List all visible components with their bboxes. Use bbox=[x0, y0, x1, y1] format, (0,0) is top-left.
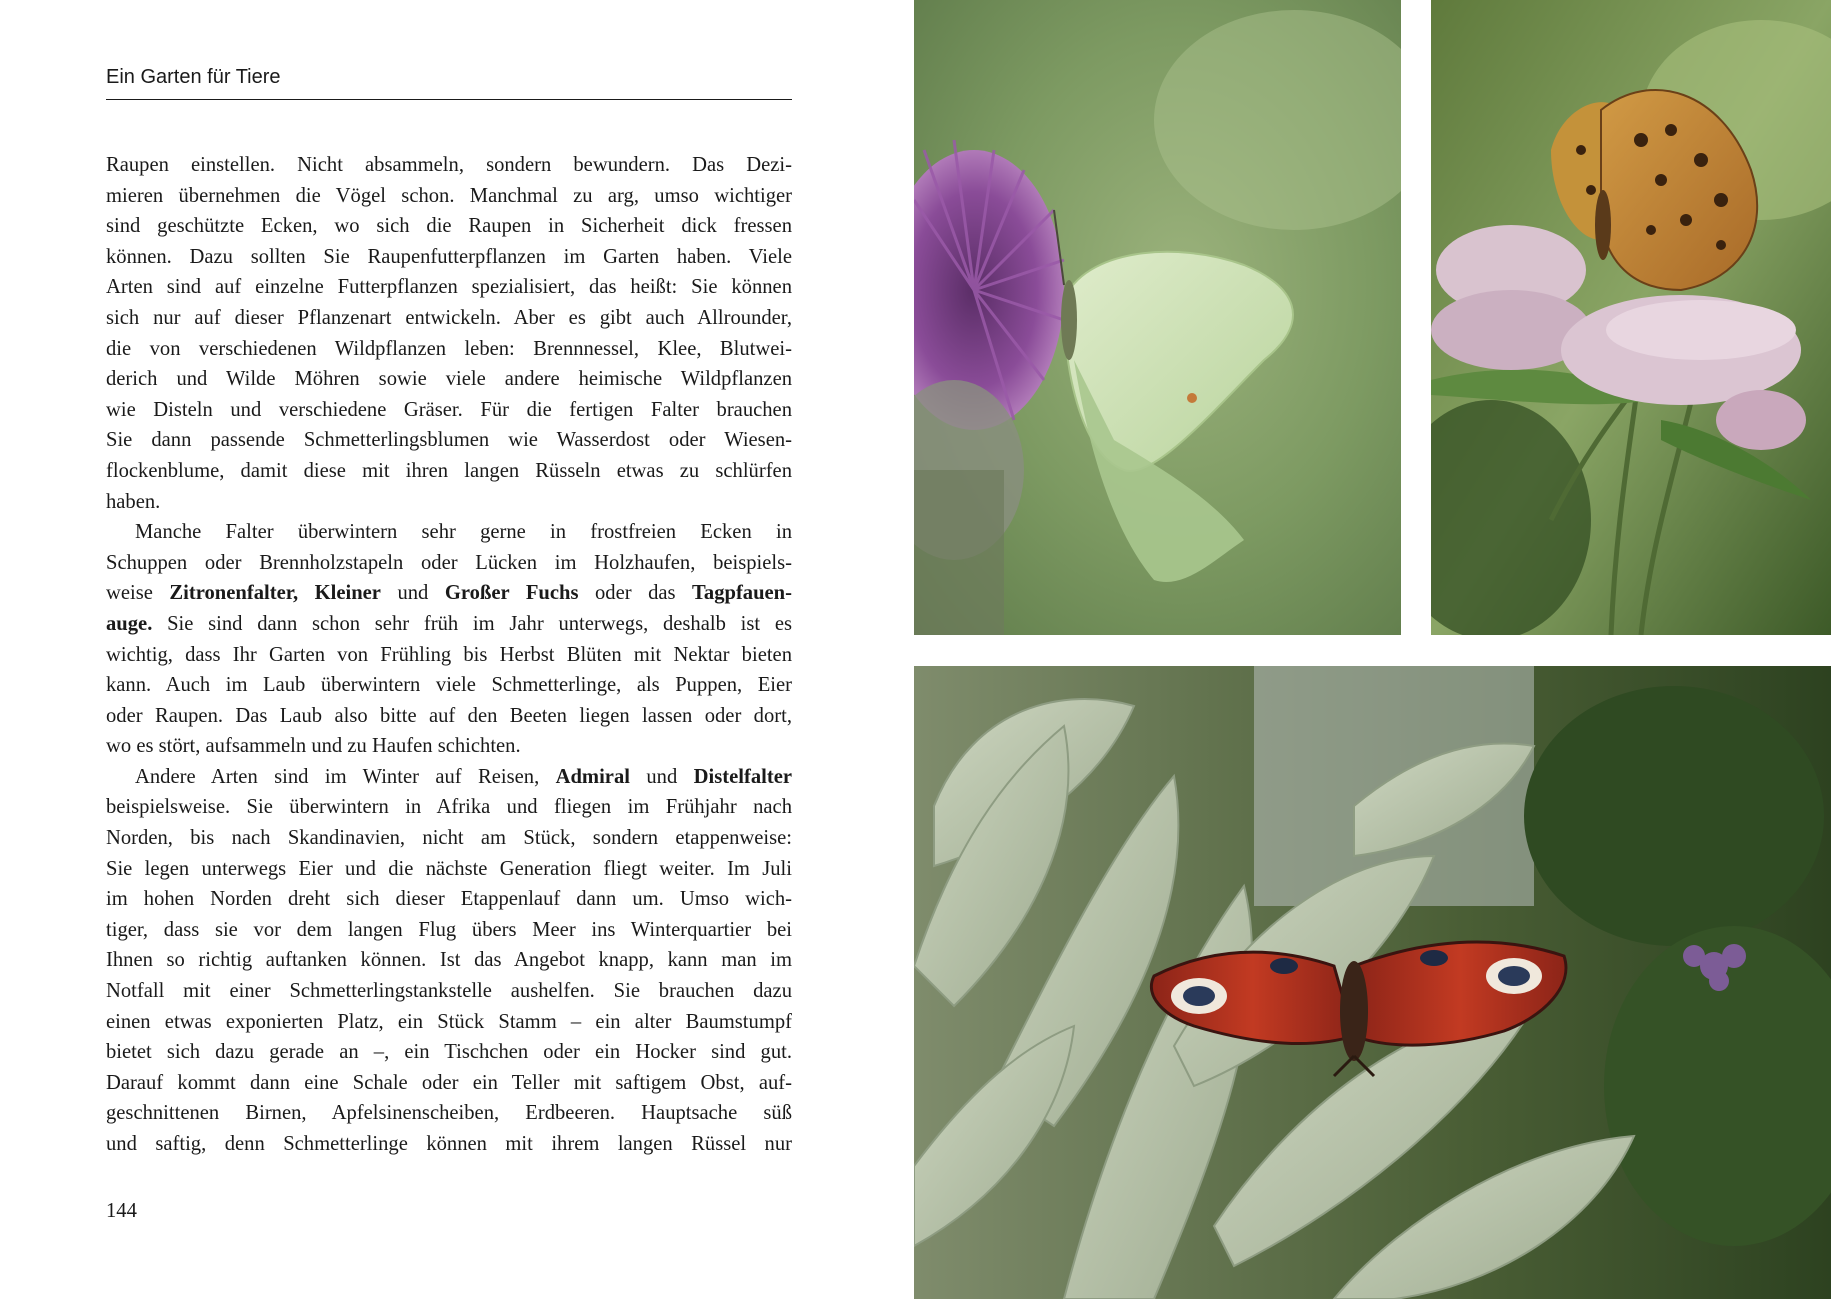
text-line bbox=[106, 1007, 792, 1038]
text-run: tiger, dass sie vor dem langen Flug übers Meer ins Winterquartier bei bbox=[106, 918, 792, 941]
peacock-butterfly-image bbox=[914, 666, 1831, 1299]
text-line bbox=[106, 181, 792, 212]
text-run: die von verschiedenen Wildpflanzen leben: Brennnessel, Klee, Blutwei- bbox=[106, 337, 792, 360]
text-line bbox=[106, 670, 792, 701]
text-line bbox=[106, 150, 792, 181]
text-run: Andere Arten sind im Winter auf Reisen, bbox=[135, 765, 556, 788]
text-run: wo es stört, aufsammeln und zu Haufen schichten. bbox=[106, 735, 521, 758]
text-line bbox=[106, 272, 792, 303]
text-line bbox=[106, 609, 792, 640]
text-run: beispielsweise. Sie überwintern in Afrika und fliegen im Frühjahr nach bbox=[106, 796, 792, 819]
text-line bbox=[106, 578, 792, 609]
paragraph bbox=[106, 517, 792, 762]
text-run: Raupen einstellen. Nicht absammeln, sondern bewundern. Das Dezi- bbox=[106, 154, 792, 176]
body-text bbox=[106, 150, 792, 1160]
bold-term: Distelfalter bbox=[693, 765, 792, 788]
text-line bbox=[106, 211, 792, 242]
text-line bbox=[106, 976, 792, 1007]
text-line bbox=[106, 701, 792, 732]
text-line bbox=[106, 517, 792, 548]
text-run: mieren übernehmen die Vögel schon. Manchmal zu arg, umso wichtiger bbox=[106, 184, 792, 207]
brimstone-butterfly-image bbox=[914, 0, 1401, 635]
text-run: Sie sind dann schon sehr früh im Jahr unterwegs, deshalb ist es bbox=[152, 612, 792, 635]
text-run: Ihnen so richtig auftanken können. Ist das Angebot knapp, kann man im bbox=[106, 949, 792, 972]
text-run: geschnittenen Birnen, Apfelsinenscheiben, Erdbeeren. Hauptsache süß bbox=[106, 1102, 792, 1125]
text-run: Notfall mit einer Schmetterlingstankstelle aushelfen. Sie brauchen dazu bbox=[106, 980, 792, 1003]
bold-term: Admiral bbox=[555, 765, 630, 788]
text-run: und bbox=[629, 765, 694, 788]
text-line bbox=[106, 854, 792, 885]
text-line bbox=[106, 487, 792, 518]
text-line bbox=[106, 1068, 792, 1099]
photo-brimstone-butterfly bbox=[914, 0, 1401, 635]
text-run: Sie dann passende Schmetterlingsblumen wie Wasserdost oder Wiesen- bbox=[106, 429, 792, 452]
bold-term: Zitronenfalter, Kleiner bbox=[169, 582, 381, 605]
text-line bbox=[106, 792, 792, 823]
text-line bbox=[106, 884, 792, 915]
text-line bbox=[106, 640, 792, 671]
text-line bbox=[106, 1098, 792, 1129]
page-number: 144 bbox=[106, 1200, 137, 1222]
bold-term: auge. bbox=[106, 612, 153, 635]
text-run: können. Dazu sollten Sie Raupenfutterpflanzen im Garten haben. Viele bbox=[106, 245, 792, 268]
fritillary-butterfly-image bbox=[1431, 0, 1831, 635]
text-run: derich und Wilde Möhren sowie viele andere heimische Wildpflanzen bbox=[106, 368, 792, 391]
text-line bbox=[106, 242, 792, 273]
bold-term: Tagpfauen- bbox=[692, 582, 792, 605]
text-line bbox=[106, 548, 792, 579]
text-run: Darauf kommt dann eine Schale oder ein Teller mit saftigem Obst, auf- bbox=[106, 1071, 792, 1094]
text-run: sind geschützte Ecken, wo sich die Raupen in Sicherheit dick fressen bbox=[106, 215, 792, 238]
text-run: Schuppen oder Brennholzstapeln oder Lücken im Holzhaufen, beispiels- bbox=[106, 551, 792, 574]
text-line bbox=[106, 364, 792, 395]
text-run: oder Raupen. Das Laub also bitte auf den Beeten liegen lassen oder dort, bbox=[106, 704, 792, 727]
text-line bbox=[106, 425, 792, 456]
text-run: haben. bbox=[106, 490, 161, 513]
text-line bbox=[106, 915, 792, 946]
text-run: bietet sich dazu gerade an –, ein Tischchen oder ein Hocker sind gut. bbox=[106, 1041, 792, 1064]
text-run: Arten sind auf einzelne Futterpflanzen spezialisiert, das heißt: Sie können bbox=[106, 276, 792, 299]
text-run: oder das bbox=[578, 582, 693, 605]
text-line bbox=[106, 456, 792, 487]
text-line bbox=[106, 395, 792, 426]
paragraph bbox=[106, 762, 792, 1160]
text-run: und saftig, denn Schmetterlinge können mit ihrem langen Rüssel nur bbox=[106, 1133, 792, 1155]
photo-fritillary-butterfly bbox=[1431, 0, 1831, 635]
text-line bbox=[106, 334, 792, 365]
text-run: flockenblume, damit diese mit ihren langen Rüsseln etwas zu schlürfen bbox=[106, 459, 792, 482]
paragraph bbox=[106, 150, 792, 517]
text-run: Norden, bis nach Skandinavien, nicht am Stück, sondern etappenweise: bbox=[106, 827, 792, 850]
text-run: weise bbox=[106, 582, 170, 605]
header-rule bbox=[106, 99, 792, 100]
text-run: Manche Falter überwintern sehr gerne in frostfreien Ecken in bbox=[135, 521, 792, 544]
text-line bbox=[106, 731, 792, 762]
text-run: kann. Auch im Laub überwintern viele Schmetterlinge, als Puppen, Eier bbox=[106, 674, 792, 697]
text-run: und bbox=[380, 582, 445, 605]
text-run: im hohen Norden dreht sich dieser Etappenlauf dann um. Umso wich- bbox=[106, 888, 792, 911]
text-line bbox=[106, 1129, 792, 1160]
text-run: wie Disteln und verschiedene Gräser. Für die fertigen Falter brauchen bbox=[106, 398, 792, 421]
text-run: sich nur auf dieser Pflanzenart entwickeln. Aber es gibt auch Allrounder, bbox=[106, 306, 792, 329]
text-run: einen etwas exponierten Platz, ein Stück Stamm – ein alter Baumstumpf bbox=[106, 1010, 792, 1033]
text-line bbox=[106, 823, 792, 854]
photo-peacock-butterfly bbox=[914, 666, 1831, 1299]
text-line bbox=[106, 303, 792, 334]
text-line bbox=[106, 945, 792, 976]
text-run: Sie legen unterwegs Eier und die nächste Generation fliegt weiter. Im Juli bbox=[106, 857, 792, 880]
bold-term: Großer Fuchs bbox=[444, 582, 579, 605]
text-run: wichtig, dass Ihr Garten von Frühling bis Herbst Blüten mit Nektar bieten bbox=[106, 643, 792, 666]
text-line bbox=[106, 1037, 792, 1068]
running-head: Ein Garten für Tiere bbox=[106, 66, 281, 88]
text-line bbox=[106, 762, 792, 793]
